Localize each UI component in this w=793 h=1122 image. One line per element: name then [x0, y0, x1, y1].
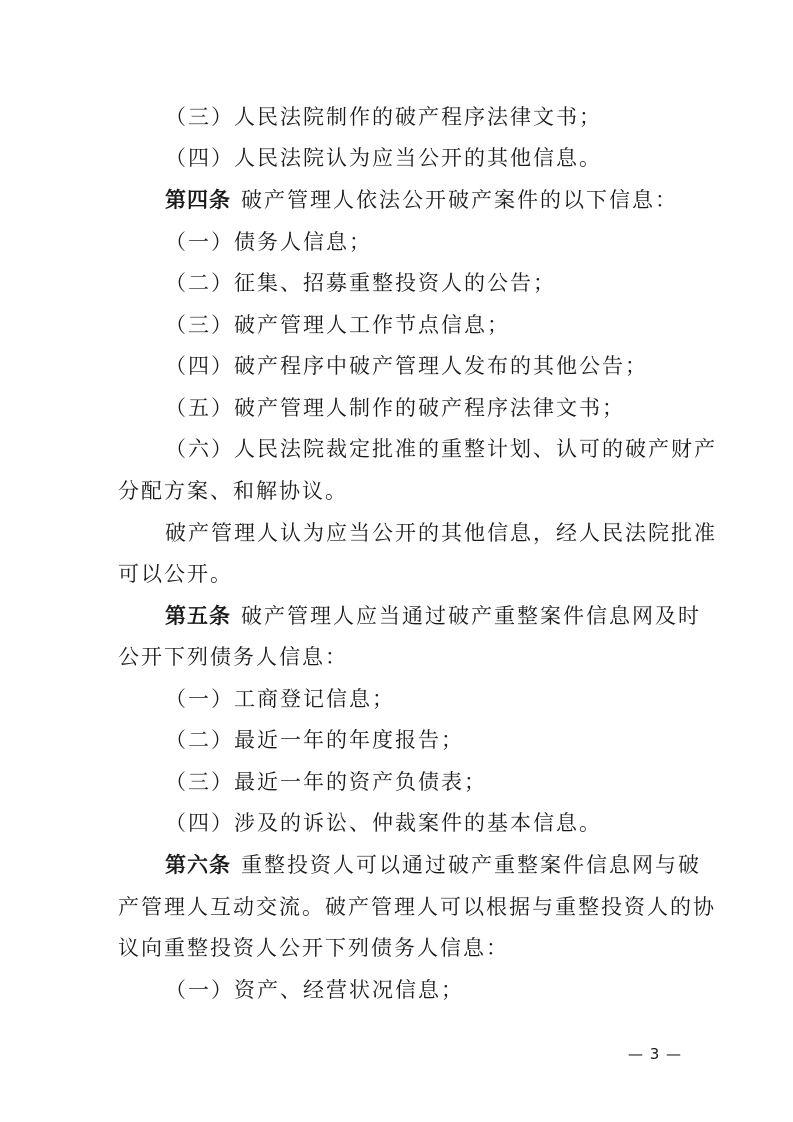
paragraph-line: 分配方案、和解协议。: [118, 479, 348, 503]
list-item: （一）资产、经营状况信息；: [165, 978, 464, 1002]
list-item: （三）破产管理人工作节点信息；: [165, 313, 510, 337]
list-item: （四）人民法院认为应当公开的其他信息。: [165, 146, 602, 170]
page-number: — 3 —: [627, 1045, 683, 1063]
paragraph-line: 可以公开。: [118, 562, 233, 586]
list-item: （一）债务人信息；: [165, 230, 372, 254]
list-item: （三）最近一年的资产负债表；: [165, 770, 487, 794]
list-item: （四）涉及的诉讼、仲裁案件的基本信息。: [165, 811, 602, 835]
article-4-line: [165, 186, 680, 214]
paragraph-line: 公开下列债务人信息：: [118, 645, 348, 669]
list-item: （六）人民法院裁定批准的重整计划、认可的破产财产: [165, 437, 717, 461]
article-4-heading: 第四条: [165, 188, 231, 212]
paragraph-line: 产管理人互动交流。破产管理人可以根据与重整投资人的协: [118, 895, 716, 919]
article-6-line: [165, 851, 701, 879]
list-item: （一）工商登记信息；: [165, 687, 395, 711]
article-6-text: 重整投资人可以通过破产重整案件信息网与破: [241, 853, 701, 877]
paragraph-line: 破产管理人认为应当公开的其他信息，经人民法院批准: [165, 521, 717, 545]
article-5-line: [165, 602, 701, 630]
list-item: （五）破产管理人制作的破产程序法律文书；: [165, 396, 625, 420]
article-4-text: 破产管理人依法公开破产案件的以下信息：: [241, 188, 678, 212]
article-6-heading: 第六条: [165, 853, 231, 877]
article-5-heading: 第五条: [165, 604, 231, 628]
article-5-text: 破产管理人应当通过破产重整案件信息网及时: [241, 604, 701, 628]
list-item: （四）破产程序中破产管理人发布的其他公告；: [165, 354, 648, 378]
paragraph-line: 议向重整投资人公开下列债务人信息：: [118, 936, 509, 960]
list-item: （二）征集、招募重整投资人的公告；: [165, 271, 556, 295]
list-item: （二）最近一年的年度报告；: [165, 728, 464, 752]
list-item: （三）人民法院制作的破产程序法律文书；: [165, 105, 602, 129]
